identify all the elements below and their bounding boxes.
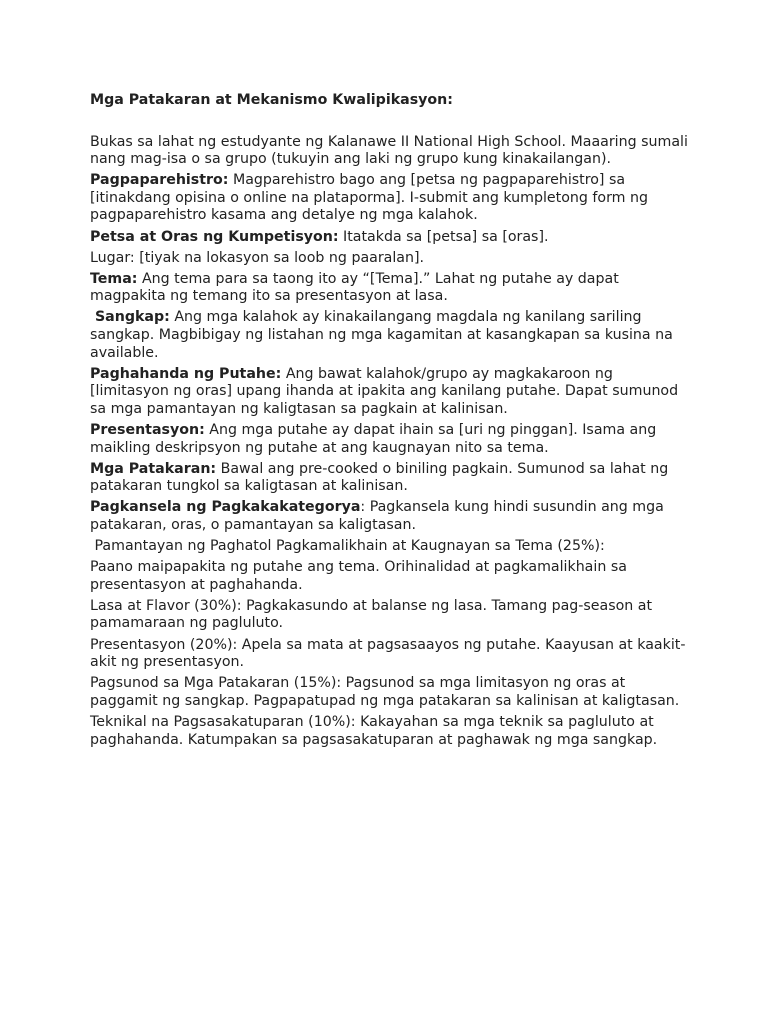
rules-text: Bawal ang pre-cooked o biniling pagkain. Sumunod sa lahat ng patakaran tungkol sa kaligtasan at kalinisan.	[90, 460, 669, 495]
theme-text: Ang tema para sa taong ito ay “[Tema].” Lahat ng putahe ay dapat magpakita ng temang ito sa presentasyon at lasa.	[90, 270, 619, 305]
criteria-heading: Pamantayan ng Paghatol Pagkamalikhain at Kaugnayan sa Tema (25%):	[90, 538, 605, 555]
preparation-paragraph	[90, 366, 690, 419]
preparation-label: Paghahanda ng Putahe:	[90, 365, 282, 382]
theme-paragraph	[90, 271, 690, 306]
date-time-label: Petsa at Oras ng Kumpetisyon:	[90, 228, 339, 245]
date-time-paragraph	[90, 229, 690, 247]
presentation-label: Presentasyon:	[90, 422, 205, 438]
presentation-text: Ang mga putahe ay dapat ihain sa [uri ng pinggan]. Isama ang maikling deskripsyon ng putahe at ang kaugnayan nito sa tema.	[90, 422, 657, 456]
theme-label: Tema:	[90, 270, 138, 287]
intro-paragraph: Bukas sa lahat ng estudyante ng Kalanawe II National High School. Maaaring sumali nang mag-isa o sa grupo (tukuyin ang laki ng grupo kung kinakailangan).	[90, 133, 688, 168]
registration-label: Pagpaparehistro:	[90, 172, 229, 189]
criteria-presentation: Presentasyon (20%): Apela sa mata at pagsasaayos ng putahe. Kaayusan at kaakit-akit ng presentasyon.	[90, 636, 686, 671]
disqualification-paragraph	[90, 499, 690, 534]
criteria-creativity: Paano maipapakita ng putahe ang tema. Orihinalidad at pagkamalikhain sa presentasyon at paghahanda.	[90, 559, 627, 593]
registration-text: Magparehistro bago ang [petsa ng pagpaparehistro] sa [itinakdang opisina o online na plataporma]. I-submit ang kumpletong form ng pagpaparehistro kasama ang detalye ng mga kalahok.	[90, 172, 648, 224]
venue-paragraph: Lugar: [tiyak na lokasyon sa loob ng paaralan].	[90, 249, 425, 266]
rules-label: Mga Patakaran:	[90, 460, 217, 477]
presentation-paragraph	[90, 422, 690, 457]
disqualification-text: : Pagkansela kung hindi susundin ang mga patakaran, oras, o pamantayan sa kaligtasan.	[90, 499, 664, 533]
document-title: Mga Patakaran at Mekanismo Kwalipikasyon:	[90, 92, 453, 108]
rules-paragraph	[90, 461, 690, 496]
date-time-text: Itatakda sa [petsa] sa [oras].	[338, 228, 549, 245]
preparation-text: Ang bawat kalahok/grupo ay magkakaroon ng [limitasyon ng oras] upang ihanda at ipakita ang kanilang putahe. Dapat sumunod sa mga pamantayan ng kaligtasan sa pagkain at kalinisan.	[90, 365, 679, 417]
ingredients-paragraph	[90, 309, 690, 362]
criteria-technical: Teknikal na Pagsasakatuparan (10%): Kakayahan sa mga teknik sa pagluluto at paghahanda. Katumpakan sa pagsasakatuparan at paghawak ng mga sangkap.	[90, 713, 658, 748]
registration-paragraph	[90, 172, 690, 225]
criteria-taste: Lasa at Flavor (30%): Pagkakasundo at balanse ng lasa. Tamang pag-season at pamamaraan ng pagluluto.	[90, 597, 653, 632]
document-page	[90, 92, 690, 753]
disqualification-label: Pagkansela ng Pagkakakategorya	[90, 499, 361, 516]
ingredients-text: Ang mga kalahok ay kinakailangang magdala ng kanilang sariling sangkap. Magbibigay ng listahan ng mga kagamitan at kasangkapan sa kusina na available.	[90, 309, 673, 361]
criteria-rules: Pagsunod sa Mga Patakaran (15%): Pagsunod sa mga limitasyon ng oras at paggamit ng sangkap. Pagpapatupad ng mga patakaran sa kalinisan at kaligtasan.	[90, 675, 680, 709]
ingredients-label: Sangkap:	[90, 309, 170, 326]
